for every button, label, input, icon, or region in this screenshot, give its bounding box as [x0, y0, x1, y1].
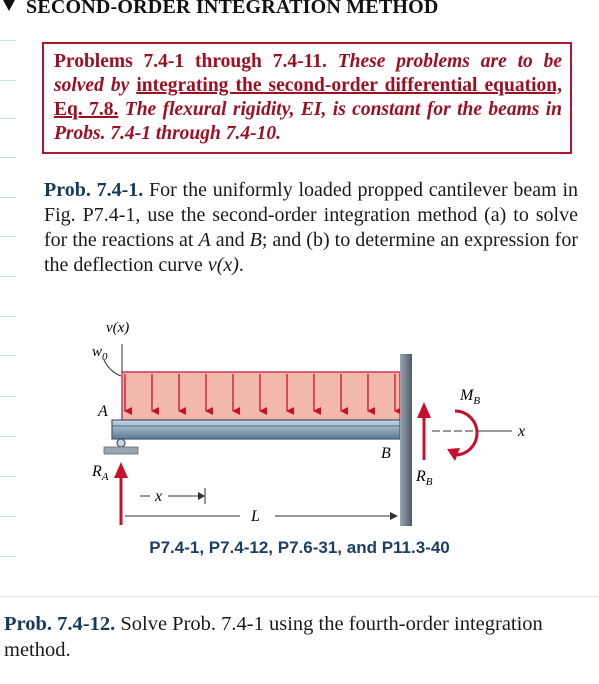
label-B: B	[381, 445, 391, 462]
beam	[112, 420, 400, 439]
var-a: A	[198, 229, 211, 251]
beam-diagram	[0, 310, 599, 545]
section-title: SECOND-ORDER INTEGRATION METHOD	[26, 0, 439, 18]
instruction-text-a: These problems are to be solved by	[54, 51, 562, 96]
label-A: A	[98, 403, 108, 420]
section-heading	[2, 0, 439, 22]
label-w0: $w_0$	[92, 344, 108, 363]
var-vx: v(x)	[207, 254, 239, 276]
label-L: L	[251, 508, 260, 525]
problem-12-label: Prob. 7.4-12.	[4, 613, 116, 635]
instruction-text	[54, 50, 562, 146]
problem-label: Prob. 7.4-1.	[44, 179, 144, 201]
fixed-wall	[400, 354, 412, 526]
instruction-box	[42, 42, 572, 154]
label-MB: $M_B$	[460, 387, 481, 407]
roller-base	[104, 447, 138, 454]
divider	[0, 596, 599, 597]
problem-text-2: and	[210, 229, 250, 251]
triangle-bullet-icon	[2, 0, 16, 11]
var-b: B	[249, 229, 262, 251]
problem-12-text: Solve Prob. 7.4-1 using the fourth-order integration method.	[4, 613, 543, 661]
problem-text-3: ; and (b) to determine an expression for the deflection curve	[44, 229, 578, 276]
label-RB: $R_B$	[416, 468, 433, 488]
figure-caption: P7.4-1, P7.4-12, P7.6-31, and P11.3-40	[149, 538, 450, 557]
label-x-dim: x	[155, 488, 163, 505]
instruction-lead: Problems 7.4-1 through 7.4-11.	[54, 51, 327, 72]
problem-text-1: For the uniformly loaded propped cantilever beam in Fig. P7.4-1, use the second-order integration method (a) to solve for the reactions at	[44, 179, 578, 251]
problem-7-4-1	[44, 178, 578, 278]
label-vx: v(x)	[106, 320, 130, 336]
label-RA: $R_A$	[92, 463, 109, 483]
instruction-text-b: The flexural rigidity, EI, is constant for the beams in Probs. 7.4-1 through 7.4-10.	[54, 99, 562, 144]
distributed-load	[122, 372, 400, 420]
label-x-axis: x	[518, 423, 526, 440]
roller-icon	[117, 439, 125, 447]
problem-text-4: .	[238, 254, 244, 276]
equation-link[interactable]: integrating the second-order differential equation, Eq. 7.8.	[54, 75, 562, 120]
beam-figure	[0, 310, 599, 545]
problem-7-4-12	[4, 611, 584, 663]
